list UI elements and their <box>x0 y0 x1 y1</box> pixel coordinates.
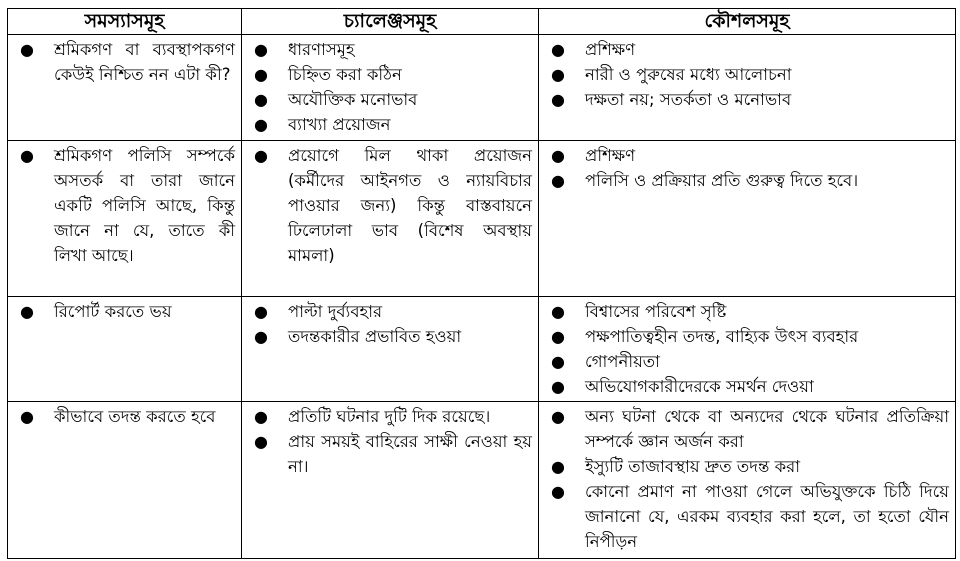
list-item: ● নারী ও পুরুষের মধ্যে আলোচনা <box>539 62 949 87</box>
bullet-icon: ● <box>254 146 268 165</box>
strategies-cell <box>539 35 956 141</box>
problems-cell <box>8 297 242 402</box>
bullet-icon: ● <box>551 377 565 396</box>
bullet-icon: ● <box>254 302 268 321</box>
list-item: ● রিপোর্ট করতে ভয় <box>8 299 235 324</box>
bullet-icon: ● <box>254 115 268 134</box>
table-row <box>8 402 956 559</box>
list-item: ● শ্রমিকগণ বা ব্যবস্থাপকগণ কেউই নিশ্চিত নন এটা কী? <box>8 37 235 87</box>
challenges-cell <box>242 35 539 141</box>
problems-list <box>8 402 241 429</box>
list-item: ● প্রশিক্ষণ <box>539 37 949 62</box>
challenges-cell <box>242 141 539 297</box>
list-item: ● ব্যাখ্যা প্রয়োজন <box>242 112 532 137</box>
bullet-icon: ● <box>20 407 34 426</box>
bullet-icon: ● <box>551 407 565 426</box>
problems-list <box>8 141 241 268</box>
table-row <box>8 297 956 402</box>
list-item: ● দক্ষতা নয়; সতর্কতা ও মনোভাব <box>539 87 949 112</box>
bullet-icon: ● <box>551 352 565 371</box>
list-item: ● তদন্তকারীর প্রভাবিত হওয়া <box>242 324 532 349</box>
list-item: ● কীভাবে তদন্ত করতে হবে <box>8 404 235 429</box>
header-challenges: চ্যালেঞ্জসমূহ <box>242 9 539 35</box>
bullet-icon: ● <box>551 457 565 476</box>
bullet-icon: ● <box>551 146 565 165</box>
list-item: ● প্রায় সময়ই বাহিরের সাক্ষী নেওয়া হয় না। <box>242 429 532 479</box>
list-item: ● চিহ্নিত করা কঠিন <box>242 62 532 87</box>
list-item: ● শ্রমিকগণ পলিসি সম্পর্কে অসতর্ক বা তারা জানে একটি পলিসি আছে, কিন্তু জানে না যে, তাতে কী লিখা আছে। <box>8 143 235 268</box>
bullet-icon: ● <box>254 40 268 59</box>
strategies-list <box>539 141 955 193</box>
bullet-icon: ● <box>551 171 565 190</box>
bullet-icon: ● <box>254 407 268 426</box>
bullet-icon: ● <box>551 327 565 346</box>
list-item: ● পলিসি ও প্রক্রিয়ার প্রতি গুরুত্ব দিতে হবে। <box>539 168 949 193</box>
bullet-icon: ● <box>254 432 268 451</box>
bullet-icon: ● <box>551 302 565 321</box>
list-item: ● ধারণাসমূহ <box>242 37 532 62</box>
header-row <box>8 9 956 35</box>
challenges-list <box>242 35 538 137</box>
header-strategies: কৌশলসমূহ <box>539 9 956 35</box>
table-row <box>8 141 956 297</box>
list-item: ● কোনো প্রমাণ না পাওয়া গেলে অভিযুক্তকে চিঠি দিয়ে জানানো যে, এরকম ব্যবহার করা হলে, তা হতো যৌন নিপীড়ন <box>539 479 949 554</box>
problems-list <box>8 297 241 324</box>
list-item: ● প্রশিক্ষণ <box>539 143 949 168</box>
challenges-cell <box>242 297 539 402</box>
problems-cell <box>8 141 242 297</box>
bullet-icon: ● <box>254 65 268 84</box>
challenges-cell <box>242 402 539 559</box>
bullet-icon: ● <box>551 90 565 109</box>
bullet-icon: ● <box>551 65 565 84</box>
header-problems: সমস্যাসমূহ <box>8 9 242 35</box>
bullet-icon: ● <box>254 90 268 109</box>
list-item: ● অভিযোগকারীদেরকে সমর্থন দেওয়া <box>539 374 949 399</box>
problems-challenges-strategies-table <box>7 8 956 559</box>
challenges-list <box>242 402 538 479</box>
list-item: ● বিশ্বাসের পরিবেশ সৃষ্টি <box>539 299 949 324</box>
list-item: ● প্রয়োগে মিল থাকা প্রয়োজন (কর্মীদের আইনগত ও ন্যায়বিচার পাওয়ার জন্য) কিন্তু বাস্তবায়নে ঢিলেঢালা ভাব (বিশেষ অবস্থায় মামলা) <box>242 143 532 268</box>
bullet-icon: ● <box>551 40 565 59</box>
list-item: ● গোপনীয়তা <box>539 349 949 374</box>
problems-cell <box>8 402 242 559</box>
strategies-cell <box>539 141 956 297</box>
bullet-icon: ● <box>20 40 34 59</box>
problems-cell <box>8 35 242 141</box>
list-item: ● ইস্যুটি তাজাবস্থায় দ্রুত তদন্ত করা <box>539 454 949 479</box>
bullet-icon: ● <box>551 482 565 501</box>
strategies-cell <box>539 297 956 402</box>
list-item: ● পাল্টা দুর্ব্যবহার <box>242 299 532 324</box>
bullet-icon: ● <box>20 302 34 321</box>
strategies-list <box>539 35 955 112</box>
list-item: ● প্রতিটি ঘটনার দুটি দিক রয়েছে। <box>242 404 532 429</box>
table-row <box>8 35 956 141</box>
list-item: ● অযৌক্তিক মনোভাব <box>242 87 532 112</box>
list-item: ● পক্ষপাতিত্বহীন তদন্ত, বাহ্যিক উৎস ব্যবহার <box>539 324 949 349</box>
bullet-icon: ● <box>254 327 268 346</box>
strategies-cell <box>539 402 956 559</box>
challenges-list <box>242 297 538 349</box>
strategies-list <box>539 402 955 554</box>
challenges-list <box>242 141 538 268</box>
problems-list <box>8 35 241 87</box>
strategies-list <box>539 297 955 399</box>
bullet-icon: ● <box>20 146 34 165</box>
list-item: ● অন্য ঘটনা থেকে বা অন্যদের থেকে ঘটনার প্রতিক্রিয়া সম্পর্কে জ্ঞান অর্জন করা <box>539 404 949 454</box>
